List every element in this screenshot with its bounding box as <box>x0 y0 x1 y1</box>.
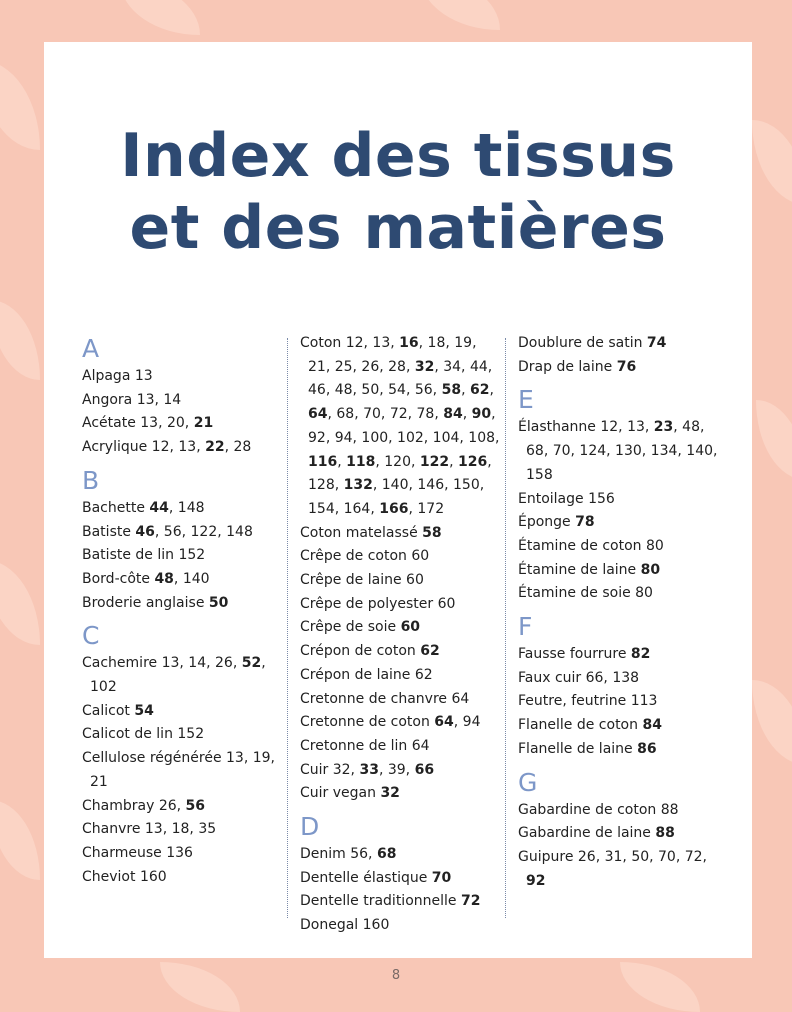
section-letter-a: A <box>82 334 100 363</box>
section-letter-c: C <box>82 621 100 651</box>
index-entry <box>518 535 718 559</box>
entry-text: Étamine de soie 80 <box>518 585 653 602</box>
entry-text: Chambray 26, <box>82 797 186 814</box>
index-entry <box>300 545 500 569</box>
entry-text: , 34, 44, 46, 48, 50, 54, 56, <box>308 358 493 399</box>
column-divider-1 <box>287 338 288 918</box>
main-page-ref: 84 <box>642 717 662 734</box>
entry-text: , 68, 70, 72, 78, <box>327 406 444 423</box>
section-letter-g: G <box>518 767 538 797</box>
section-letter-f: F <box>518 612 533 642</box>
entry-text: Cretonne de coton <box>300 714 435 731</box>
entry-text: , 18, 19, 21, 25, 26, 28, <box>308 335 477 375</box>
index-entry <box>82 389 282 413</box>
entry-text: Cretonne de chanvre 64 <box>300 690 470 707</box>
index-entry <box>518 416 718 487</box>
section-letter-b: B <box>82 465 100 495</box>
entry-text: Crêpe de laine 60 <box>300 572 424 589</box>
index-entry <box>518 846 718 893</box>
index-entry <box>82 521 282 545</box>
index-entry <box>82 866 282 890</box>
index-entry <box>300 593 500 617</box>
index-entry <box>82 747 282 794</box>
main-page-ref: 116 <box>308 453 338 470</box>
entry-text: Cellulose régénérée 13, 19, 21 <box>82 750 276 790</box>
main-page-ref: 22 <box>205 439 225 456</box>
index-entry <box>82 700 282 724</box>
main-page-ref: 68 <box>376 846 397 863</box>
entry-text: Bord-côte <box>82 570 155 587</box>
entry-text: Acétate 13, 20, <box>82 415 194 432</box>
main-page-ref: 21 <box>193 415 214 432</box>
column-divider-2 <box>505 338 506 918</box>
index-column-3 <box>518 332 718 893</box>
entry-text: Bachette <box>82 499 150 516</box>
index-entry <box>82 436 282 460</box>
entry-text: Coton matelassé <box>300 524 423 541</box>
entry-text: Faux cuir 66, 138 <box>518 669 640 686</box>
entry-text: Cuir vegan <box>300 785 381 802</box>
main-page-ref: 64 <box>308 406 328 423</box>
entry-text: Cuir 32, <box>300 761 360 778</box>
main-page-ref: 32 <box>380 785 400 802</box>
main-page-ref: 32 <box>414 358 435 375</box>
main-page-ref: 46 <box>135 523 155 540</box>
entry-text: Feutre, feutrine 113 <box>518 693 658 710</box>
main-page-ref: 44 <box>149 499 169 516</box>
entry-text: Doublure de satin <box>518 335 647 351</box>
entry-text: Angora 13, 14 <box>82 391 182 408</box>
entry-text: , 48, 68, 70, 124, 130, 134, 140, 158 <box>526 419 718 483</box>
entry-text: Crêpe de soie <box>300 619 401 636</box>
index-entry <box>518 511 718 535</box>
index-entry <box>518 356 718 380</box>
entry-text: Acrylique 12, 13, <box>82 439 206 456</box>
entry-text: Calicot de lin 152 <box>82 726 205 743</box>
index-entry <box>518 488 718 512</box>
entry-text: Entoilage 156 <box>518 490 615 507</box>
main-page-ref: 23 <box>653 419 674 436</box>
entry-text: Étamine de coton 80 <box>518 537 664 554</box>
main-page-ref: 56 <box>185 797 206 814</box>
index-entry <box>82 592 282 616</box>
index-entry <box>300 616 500 640</box>
page-number: 8 <box>391 968 401 983</box>
main-page-ref: 118 <box>346 453 376 470</box>
index-entry <box>518 714 718 738</box>
main-page-ref: 48 <box>154 570 174 587</box>
index-entry <box>82 365 282 389</box>
entry-text: Flanelle de coton <box>518 717 643 734</box>
index-entry <box>82 842 282 866</box>
main-page-ref: 62 <box>469 382 490 399</box>
index-column-1 <box>82 332 282 889</box>
index-entry <box>300 569 500 593</box>
entry-text: , 94 <box>453 714 481 731</box>
entry-text: Crépon de laine 62 <box>300 666 433 683</box>
entry-text: Batiste de lin 152 <box>82 547 206 564</box>
index-entry <box>82 795 282 819</box>
entry-text: , 56, 122, 148 <box>154 523 253 540</box>
entry-text: Cachemire 13, 14, 26, <box>82 655 242 672</box>
index-entry <box>518 559 718 583</box>
index-entry <box>518 822 718 846</box>
index-entry <box>518 738 718 762</box>
main-page-ref: 90 <box>471 406 492 423</box>
title-line-2: et des matières <box>129 193 667 263</box>
main-page-ref: 50 <box>208 594 229 611</box>
index-entry <box>82 412 282 436</box>
entry-text: Broderie anglaise <box>82 594 209 611</box>
index-entry <box>82 544 282 568</box>
entry-text: Alpaga 13 <box>82 368 153 384</box>
index-column-2 <box>300 332 500 938</box>
entry-text: Guipure 26, 31, 50, 70, 72, <box>518 848 708 865</box>
entry-text: Charmeuse 136 <box>82 844 193 861</box>
index-entry <box>82 652 282 699</box>
section-letter-d: D <box>300 812 320 842</box>
entry-text: Gabardine de laine <box>518 825 656 842</box>
main-page-ref: 74 <box>646 335 667 351</box>
main-page-ref: 54 <box>134 702 154 719</box>
main-page-ref: 33 <box>359 761 379 778</box>
index-entry <box>300 843 500 867</box>
main-page-ref: 132 <box>343 477 373 494</box>
index-entry <box>300 711 500 735</box>
entry-text: Crêpe de polyester 60 <box>300 595 456 612</box>
index-entry <box>518 690 718 714</box>
index-entry <box>518 332 718 356</box>
main-page-ref: 72 <box>460 893 481 910</box>
main-page-ref: 52 <box>241 655 262 672</box>
index-entry <box>300 782 500 806</box>
entry-text: Batiste <box>82 523 136 540</box>
main-page-ref: 166 <box>379 500 409 517</box>
main-page-ref: 86 <box>637 740 657 757</box>
entry-text: Élasthanne 12, 13, <box>518 419 654 436</box>
main-page-ref: 62 <box>420 643 440 660</box>
main-page-ref: 16 <box>399 335 419 351</box>
entry-text: Donegal 160 <box>300 917 390 934</box>
entry-text: Éponge <box>518 514 576 531</box>
entry-text: , <box>461 382 470 399</box>
index-entry <box>300 688 500 712</box>
index-entry <box>518 667 718 691</box>
entry-text: , <box>462 406 472 423</box>
main-page-ref: 78 <box>575 514 595 531</box>
main-page-ref: 66 <box>414 761 435 778</box>
index-entry <box>82 723 282 747</box>
entry-text: , 172 <box>408 500 445 517</box>
entry-text: Gabardine de coton 88 <box>518 801 679 818</box>
index-entry <box>518 643 718 667</box>
entry-text: Cheviot 160 <box>82 868 167 885</box>
entry-text: , <box>337 453 347 470</box>
index-entry <box>82 568 282 592</box>
entry-text: Dentelle traditionnelle <box>300 893 461 910</box>
main-page-ref: 122 <box>419 453 450 470</box>
entry-text: , 120, <box>375 453 420 470</box>
entry-text: Denim 56, <box>300 846 377 863</box>
entry-text: Coton 12, 13, <box>300 335 400 351</box>
main-page-ref: 60 <box>400 619 421 636</box>
entry-text: , 92, 94, 100, 102, 104, 108, <box>308 406 500 446</box>
main-page-ref: 70 <box>431 869 452 886</box>
entry-text: Étamine de laine <box>518 561 641 578</box>
entry-text: Chanvre 13, 18, 35 <box>82 821 217 838</box>
entry-text: , <box>449 453 459 470</box>
entry-text: Calicot <box>82 702 135 719</box>
main-page-ref: 58 <box>441 382 462 399</box>
entry-text: , 102 <box>90 655 266 696</box>
main-page-ref: 126 <box>458 453 488 470</box>
entry-text: , 140 <box>173 570 210 587</box>
main-page-ref: 88 <box>655 825 675 842</box>
main-page-ref: 80 <box>640 561 661 578</box>
entry-text: Fausse fourrure <box>518 646 631 663</box>
index-entry <box>82 818 282 842</box>
entry-text: , 148 <box>168 499 205 516</box>
main-page-ref: 84 <box>443 406 463 423</box>
entry-text: Crépon de coton <box>300 643 421 660</box>
index-entry <box>518 582 718 606</box>
entry-text: , 140, 146, 150, 154, 164, <box>308 477 485 517</box>
entry-text: , 39, <box>378 761 415 778</box>
entry-text: , <box>489 382 494 399</box>
entry-text: Cretonne de lin 64 <box>300 737 430 754</box>
entry-text: Crêpe de coton 60 <box>300 548 430 565</box>
entry-text: Flanelle de laine <box>518 740 638 757</box>
entry-text: , 28 <box>224 439 252 456</box>
entry-text: , 128, <box>308 453 492 494</box>
index-entry <box>300 735 500 759</box>
page-title <box>44 120 752 264</box>
index-entry <box>300 640 500 664</box>
main-page-ref: 92 <box>526 872 546 889</box>
index-entry <box>300 914 500 938</box>
index-entry <box>518 799 718 823</box>
main-page-ref: 76 <box>616 358 637 375</box>
index-entry <box>300 867 500 891</box>
title-line-1: Index des tissus <box>120 121 676 191</box>
index-entry <box>300 332 500 522</box>
main-page-ref: 82 <box>630 646 651 663</box>
index-entry <box>300 890 500 914</box>
index-entry <box>300 664 500 688</box>
index-entry <box>300 759 500 783</box>
entry-text: Dentelle élastique <box>300 869 432 886</box>
index-page <box>44 42 752 958</box>
main-page-ref: 64 <box>434 714 454 731</box>
section-letter-e: E <box>518 385 534 415</box>
index-entry <box>82 497 282 521</box>
main-page-ref: 58 <box>422 524 442 541</box>
index-entry <box>300 522 500 546</box>
entry-text: Drap de laine <box>518 358 617 375</box>
